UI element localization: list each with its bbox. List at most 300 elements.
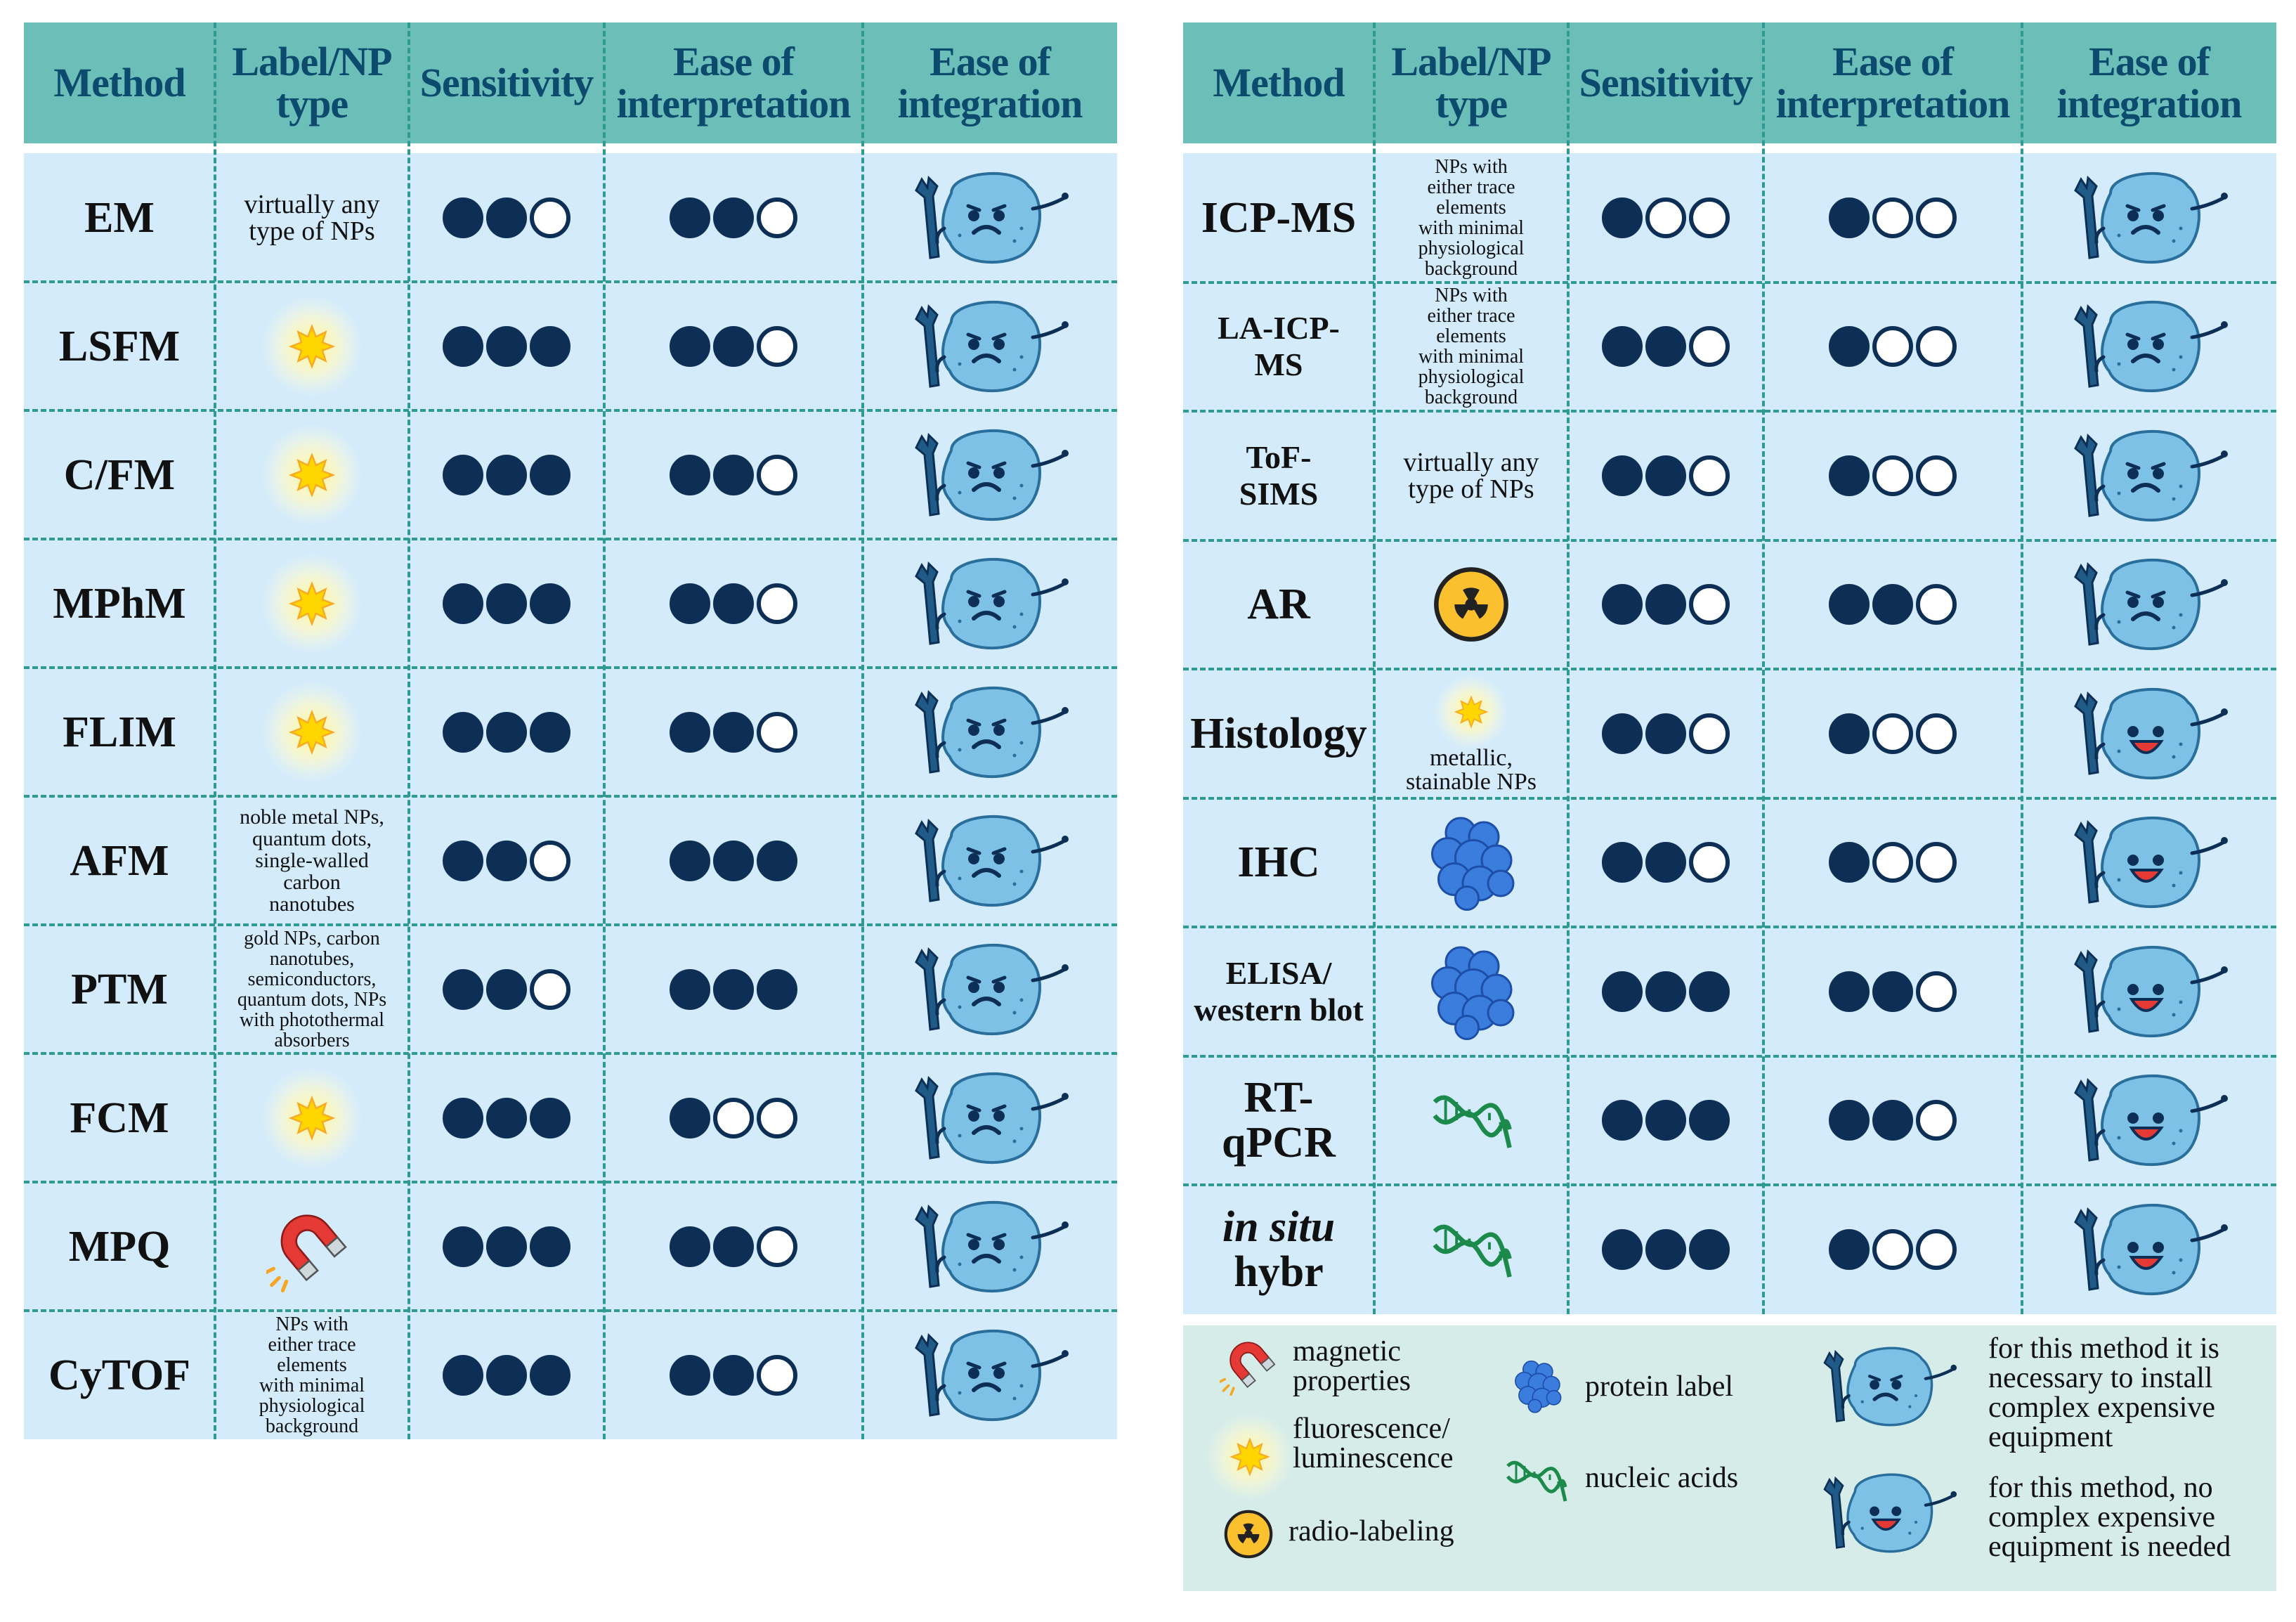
np-type-text: virtually any type of NPs bbox=[1403, 447, 1539, 504]
sensitivity-dot-filled bbox=[443, 1226, 483, 1267]
interpretation-dot-empty bbox=[757, 712, 797, 753]
interpretation-dot-filled bbox=[1829, 713, 1870, 754]
left-row-0-method-cell bbox=[24, 153, 215, 282]
interpretation-rating bbox=[670, 841, 797, 881]
sensitivity-dot-filled bbox=[486, 1355, 527, 1396]
sensitivity-dot-filled bbox=[1602, 326, 1643, 367]
right-row-3-interpretation-cell bbox=[1763, 540, 2022, 670]
left-row-4-method-cell bbox=[24, 668, 215, 796]
sensitivity-dot-filled bbox=[443, 969, 483, 1010]
interpretation-dot-filled bbox=[713, 455, 754, 495]
interpretation-rating bbox=[670, 455, 797, 495]
right-header-separator bbox=[1183, 146, 2276, 149]
sensitivity-dot-filled bbox=[1602, 584, 1643, 625]
method-name: AFM bbox=[70, 836, 169, 885]
left-row-4-label-cell bbox=[215, 668, 409, 796]
magnet-icon bbox=[266, 1201, 358, 1292]
legend-fluorescence-label: fluorescence/ luminescence bbox=[1293, 1413, 1454, 1474]
sensitivity-dot-filled bbox=[443, 841, 483, 881]
np-type-text: NPs with either trace elements with minimal physiological background bbox=[259, 1313, 365, 1437]
left-row-9-method-cell bbox=[24, 1311, 215, 1439]
right-row-2-method-cell bbox=[1183, 411, 1374, 540]
sensitivity-dot-filled bbox=[443, 583, 483, 624]
sensitivity-dot-filled bbox=[1602, 971, 1643, 1012]
interpretation-dot-filled bbox=[1829, 584, 1870, 625]
interpretation-dot-empty bbox=[1872, 842, 1913, 883]
sensitivity-dot-filled bbox=[1645, 971, 1686, 1012]
sensitivity-rating bbox=[443, 1098, 570, 1138]
interpretation-dot-empty bbox=[757, 197, 797, 238]
right-row-0-method-cell bbox=[1183, 153, 1374, 283]
sad-blob-wrench-icon bbox=[909, 1323, 1071, 1428]
left-row-7-interpretation-cell bbox=[604, 1053, 863, 1182]
np-type-text: noble metal NPs, quantum dots, single-walled carbon nanotubes bbox=[240, 805, 384, 916]
left-row-6-interpretation-cell bbox=[604, 925, 863, 1053]
sad-blob-wrench-icon bbox=[2068, 552, 2230, 657]
sensitivity-dot-empty bbox=[1689, 197, 1730, 238]
right-row-6-label-cell bbox=[1374, 927, 1568, 1056]
left-row-4-interpretation-cell bbox=[604, 668, 863, 796]
left-row-0-sensitivity-cell bbox=[409, 153, 604, 282]
interpretation-rating bbox=[1829, 455, 1957, 496]
left-row-5-interpretation-cell bbox=[604, 796, 863, 925]
dna-icon bbox=[1426, 1204, 1517, 1295]
right-row-3-method-cell bbox=[1183, 540, 1374, 670]
legend-magnetic-label: magnetic properties bbox=[1293, 1335, 1411, 1397]
left-row-9-label-cell bbox=[215, 1311, 409, 1439]
right-row-0-label-cell bbox=[1374, 153, 1568, 283]
left-row-7-label-cell bbox=[215, 1053, 409, 1182]
happy-blob-wrench-icon bbox=[2068, 1197, 2230, 1302]
left-header-integration: Ease of integration bbox=[897, 39, 1083, 126]
interpretation-dot-filled bbox=[1872, 1100, 1913, 1141]
interpretation-rating bbox=[1829, 1100, 1957, 1141]
sensitivity-dot-filled bbox=[1602, 1100, 1643, 1141]
sun-icon bbox=[1204, 1411, 1296, 1503]
interpretation-dot-empty bbox=[757, 1098, 797, 1138]
method-name: Histology bbox=[1190, 709, 1367, 758]
left-row-0-integration-cell bbox=[863, 153, 1117, 282]
left-header-label: Label/NP type bbox=[232, 39, 392, 126]
interpretation-dot-empty bbox=[1872, 1229, 1913, 1270]
sensitivity-rating bbox=[1602, 197, 1730, 238]
interpretation-rating bbox=[1829, 971, 1957, 1012]
interpretation-dot-filled bbox=[1829, 842, 1870, 883]
sensitivity-dot-filled bbox=[1645, 584, 1686, 625]
left-row-2-method-cell bbox=[24, 410, 215, 539]
interpretation-dot-filled bbox=[1829, 1229, 1870, 1270]
right-row-4-sensitivity-cell bbox=[1568, 669, 1763, 798]
sensitivity-rating bbox=[1602, 971, 1730, 1012]
dna-icon bbox=[1426, 1075, 1517, 1166]
sensitivity-dot-filled bbox=[530, 1226, 570, 1267]
left-table bbox=[24, 22, 1117, 1439]
sensitivity-rating bbox=[443, 455, 570, 495]
right-row-5-method-cell bbox=[1183, 798, 1374, 928]
sensitivity-dot-filled bbox=[443, 197, 483, 238]
sensitivity-dot-filled bbox=[1645, 713, 1686, 754]
sensitivity-rating bbox=[1602, 1229, 1730, 1270]
sensitivity-dot-filled bbox=[1645, 455, 1686, 496]
sensitivity-rating bbox=[1602, 1100, 1730, 1141]
interpretation-dot-empty bbox=[1916, 584, 1957, 625]
interpretation-dot-filled bbox=[713, 583, 754, 624]
sensitivity-rating bbox=[1602, 326, 1730, 367]
sensitivity-dot-empty bbox=[1689, 455, 1730, 496]
sad-blob-wrench-icon bbox=[909, 680, 1071, 785]
sensitivity-dot-filled bbox=[443, 1355, 483, 1396]
sad-blob-wrench-icon bbox=[909, 422, 1071, 528]
interpretation-rating bbox=[670, 1098, 797, 1138]
interpretation-dot-empty bbox=[1916, 197, 1957, 238]
right-row-8-label-cell bbox=[1374, 1185, 1568, 1314]
left-row-4-sensitivity-cell bbox=[409, 668, 604, 796]
sensitivity-rating bbox=[443, 1226, 570, 1267]
sad-blob-wrench-icon bbox=[909, 1065, 1071, 1171]
left-row-8-integration-cell bbox=[863, 1182, 1117, 1311]
np-type-text: virtually any type of NPs bbox=[244, 189, 380, 246]
interpretation-rating bbox=[1829, 1229, 1957, 1270]
sensitivity-rating bbox=[1602, 455, 1730, 496]
left-row-1-interpretation-cell bbox=[604, 282, 863, 410]
left-row-1-method-cell bbox=[24, 282, 215, 410]
interpretation-rating bbox=[1829, 842, 1957, 883]
left-row-1-sensitivity-cell bbox=[409, 282, 604, 410]
right-row-8-interpretation-cell bbox=[1763, 1185, 2022, 1314]
interpretation-dot-filled bbox=[1829, 197, 1870, 238]
sensitivity-dot-filled bbox=[486, 841, 527, 881]
sensitivity-dot-filled bbox=[1602, 197, 1643, 238]
left-row-2-label-cell bbox=[215, 410, 409, 539]
sensitivity-dot-filled bbox=[1645, 842, 1686, 883]
left-row-3-sensitivity-cell bbox=[409, 539, 604, 668]
sad-blob-wrench-icon bbox=[909, 294, 1071, 399]
sad-blob-wrench-icon bbox=[909, 808, 1071, 914]
sensitivity-dot-filled bbox=[1602, 1229, 1643, 1270]
interpretation-dot-filled bbox=[670, 197, 710, 238]
sensitivity-dot-filled bbox=[1645, 1229, 1686, 1270]
method-name: ELISA/ western blot bbox=[1194, 954, 1364, 1027]
sensitivity-dot-filled bbox=[530, 1098, 570, 1138]
right-row-6-interpretation-cell bbox=[1763, 927, 2022, 1056]
sensitivity-dot-empty bbox=[1645, 197, 1686, 238]
left-row-3-interpretation-cell bbox=[604, 539, 863, 668]
sensitivity-rating bbox=[443, 197, 570, 238]
interpretation-dot-filled bbox=[757, 841, 797, 881]
sensitivity-rating bbox=[443, 969, 570, 1010]
interpretation-dot-filled bbox=[713, 1355, 754, 1396]
interpretation-dot-filled bbox=[670, 841, 710, 881]
sensitivity-dot-filled bbox=[530, 455, 570, 495]
method-name: ICP-MS bbox=[1201, 193, 1357, 242]
left-row-7-integration-cell bbox=[863, 1053, 1117, 1182]
sad-blob-wrench-icon bbox=[909, 1194, 1071, 1299]
interpretation-dot-filled bbox=[713, 841, 754, 881]
interpretation-rating bbox=[670, 969, 797, 1010]
left-row-5-integration-cell bbox=[863, 796, 1117, 925]
legend-complex-mascot bbox=[1818, 1341, 1959, 1436]
interpretation-dot-filled bbox=[670, 1098, 710, 1138]
right-row-6-sensitivity-cell bbox=[1568, 927, 1763, 1056]
sensitivity-rating bbox=[1602, 713, 1730, 754]
sensitivity-rating bbox=[1602, 842, 1730, 883]
interpretation-dot-empty bbox=[1916, 1229, 1957, 1270]
right-row-5-interpretation-cell bbox=[1763, 798, 2022, 928]
sensitivity-dot-filled bbox=[1645, 1100, 1686, 1141]
legend-protein-label: protein label bbox=[1585, 1370, 1734, 1403]
sensitivity-dot-filled bbox=[486, 197, 527, 238]
right-row-4-interpretation-cell bbox=[1763, 669, 2022, 798]
sensitivity-dot-empty bbox=[1689, 584, 1730, 625]
method-name: MPQ bbox=[68, 1222, 171, 1271]
interpretation-dot-filled bbox=[1872, 584, 1913, 625]
interpretation-dot-filled bbox=[757, 969, 797, 1010]
sun-icon bbox=[259, 422, 365, 528]
right-row-7-label-cell bbox=[1374, 1056, 1568, 1186]
method-name: ToF- SIMS bbox=[1239, 439, 1319, 512]
left-row-8-method-cell bbox=[24, 1182, 215, 1311]
interpretation-rating bbox=[1829, 326, 1957, 367]
right-row-0-sensitivity-cell bbox=[1568, 153, 1763, 283]
method-name: LA-ICP- MS bbox=[1218, 310, 1340, 383]
sensitivity-dot-filled bbox=[443, 712, 483, 753]
left-row-8-sensitivity-cell bbox=[409, 1182, 604, 1311]
interpretation-rating bbox=[670, 1355, 797, 1396]
right-header-method: Method bbox=[1213, 60, 1345, 105]
right-row-0-integration-cell bbox=[2022, 153, 2276, 283]
interpretation-dot-empty bbox=[713, 1098, 754, 1138]
right-row-3-sensitivity-cell bbox=[1568, 540, 1763, 670]
sensitivity-dot-filled bbox=[1645, 326, 1686, 367]
legend-complex-label: for this method it is necessary to install complex expensive equipment bbox=[1988, 1332, 2219, 1453]
right-row-8-method-cell bbox=[1183, 1185, 1374, 1314]
left-row-3-method-cell bbox=[24, 539, 215, 668]
method-name: LSFM bbox=[58, 322, 181, 370]
sensitivity-rating bbox=[443, 583, 570, 624]
interpretation-dot-filled bbox=[1829, 455, 1870, 496]
sensitivity-dot-filled bbox=[530, 326, 570, 367]
sensitivity-rating bbox=[443, 1355, 570, 1396]
interpretation-dot-filled bbox=[1872, 971, 1913, 1012]
left-header-interpretation: Ease of interpretation bbox=[616, 39, 851, 126]
interpretation-rating bbox=[670, 1226, 797, 1267]
right-row-1-interpretation-cell bbox=[1763, 283, 2022, 412]
right-row-5-label-cell bbox=[1374, 798, 1568, 928]
interpretation-dot-filled bbox=[670, 712, 710, 753]
method-name: FCM bbox=[70, 1094, 169, 1142]
interpretation-dot-empty bbox=[1872, 326, 1913, 367]
right-row-7-interpretation-cell bbox=[1763, 1056, 2022, 1186]
left-row-8-interpretation-cell bbox=[604, 1182, 863, 1311]
sad-blob-wrench-icon bbox=[2068, 423, 2230, 528]
method-name: EM bbox=[84, 193, 155, 242]
left-row-9-interpretation-cell bbox=[604, 1311, 863, 1439]
sensitivity-rating bbox=[443, 712, 570, 753]
happy-blob-wrench-icon bbox=[2068, 1068, 2230, 1173]
sad-blob-wrench-icon bbox=[909, 937, 1071, 1042]
right-row-8-sensitivity-cell bbox=[1568, 1185, 1763, 1314]
interpretation-rating bbox=[670, 583, 797, 624]
interpretation-dot-filled bbox=[713, 1226, 754, 1267]
right-row-1-label-cell bbox=[1374, 283, 1568, 412]
left-header-method: Method bbox=[53, 60, 185, 105]
left-row-1-integration-cell bbox=[863, 282, 1117, 410]
right-row-7-method-cell bbox=[1183, 1056, 1374, 1186]
left-header-separator bbox=[24, 146, 1117, 149]
right-row-0-interpretation-cell bbox=[1763, 153, 2022, 283]
sensitivity-dot-empty bbox=[530, 841, 570, 881]
sensitivity-dot-empty bbox=[1689, 842, 1730, 883]
right-row-5-sensitivity-cell bbox=[1568, 798, 1763, 928]
sensitivity-dot-filled bbox=[1602, 713, 1643, 754]
sensitivity-dot-filled bbox=[486, 712, 527, 753]
sensitivity-dot-empty bbox=[1689, 326, 1730, 367]
sad-blob-wrench-icon bbox=[1818, 1341, 1959, 1432]
sad-blob-wrench-icon bbox=[909, 165, 1071, 271]
interpretation-dot-filled bbox=[670, 326, 710, 367]
interpretation-dot-empty bbox=[1916, 1100, 1957, 1141]
sensitivity-dot-filled bbox=[530, 583, 570, 624]
interpretation-dot-filled bbox=[670, 455, 710, 495]
interpretation-dot-filled bbox=[670, 969, 710, 1010]
sad-blob-wrench-icon bbox=[2068, 294, 2230, 399]
sensitivity-dot-filled bbox=[486, 969, 527, 1010]
left-row-3-integration-cell bbox=[863, 539, 1117, 668]
interpretation-dot-filled bbox=[713, 969, 754, 1010]
legend-simple-mascot bbox=[1818, 1467, 1959, 1562]
right-row-6-integration-cell bbox=[2022, 927, 2276, 1056]
right-row-2-sensitivity-cell bbox=[1568, 411, 1763, 540]
sensitivity-dot-filled bbox=[1689, 1100, 1730, 1141]
method-name: CyTOF bbox=[48, 1351, 191, 1399]
radiation-icon bbox=[1433, 566, 1509, 642]
sensitivity-dot-filled bbox=[1689, 971, 1730, 1012]
legend-simple-label: for this method, no complex expensive equipment is needed bbox=[1988, 1472, 2231, 1563]
protein-icon bbox=[1418, 810, 1524, 915]
left-row-6-sensitivity-cell bbox=[409, 925, 604, 1053]
sensitivity-dot-filled bbox=[1602, 842, 1643, 883]
np-type-text: gold NPs, carbon nanotubes, semiconductors, quantum dots, NPs with photothermal absorbers bbox=[237, 927, 387, 1051]
interpretation-dot-filled bbox=[670, 583, 710, 624]
left-row-6-integration-cell bbox=[863, 925, 1117, 1053]
sensitivity-dot-filled bbox=[443, 455, 483, 495]
left-row-9-integration-cell bbox=[863, 1311, 1117, 1439]
interpretation-dot-empty bbox=[1916, 326, 1957, 367]
sensitivity-dot-filled bbox=[443, 326, 483, 367]
protein-icon bbox=[1418, 939, 1524, 1044]
method-name: FLIM bbox=[63, 708, 176, 756]
sun-icon bbox=[259, 294, 365, 399]
right-row-4-integration-cell bbox=[2022, 669, 2276, 798]
left-row-0-interpretation-cell bbox=[604, 153, 863, 282]
method-name: PTM bbox=[71, 965, 168, 1013]
right-header-integration: Ease of integration bbox=[2056, 39, 2242, 126]
interpretation-dot-filled bbox=[713, 712, 754, 753]
sun-icon bbox=[259, 551, 365, 656]
interpretation-dot-empty bbox=[1872, 713, 1913, 754]
interpretation-dot-empty bbox=[1916, 842, 1957, 883]
happy-blob-wrench-icon bbox=[1818, 1467, 1959, 1559]
right-header-label: Label/NP type bbox=[1391, 39, 1551, 126]
interpretation-dot-empty bbox=[757, 1355, 797, 1396]
np-type-text: NPs with either trace elements with minimal physiological background bbox=[1418, 155, 1525, 280]
left-row-5-sensitivity-cell bbox=[409, 796, 604, 925]
interpretation-dot-filled bbox=[1829, 1100, 1870, 1141]
right-row-6-method-cell bbox=[1183, 927, 1374, 1056]
right-header-interpretation: Ease of interpretation bbox=[1775, 39, 2010, 126]
interpretation-dot-filled bbox=[1829, 326, 1870, 367]
left-row-7-method-cell bbox=[24, 1053, 215, 1182]
right-header-sensitivity: Sensitivity bbox=[1579, 60, 1753, 105]
left-row-8-label-cell bbox=[215, 1182, 409, 1311]
left-row-2-interpretation-cell bbox=[604, 410, 863, 539]
right-row-2-integration-cell bbox=[2022, 411, 2276, 540]
legend-nucleic-label: nucleic acids bbox=[1585, 1462, 1739, 1494]
left-row-9-sensitivity-cell bbox=[409, 1311, 604, 1439]
sad-blob-wrench-icon bbox=[909, 551, 1071, 656]
interpretation-dot-empty bbox=[1916, 455, 1957, 496]
left-row-5-method-cell bbox=[24, 796, 215, 925]
sensitivity-dot-filled bbox=[486, 583, 527, 624]
right-row-3-label-cell bbox=[1374, 540, 1568, 670]
interpretation-dot-filled bbox=[670, 1226, 710, 1267]
interpretation-dot-filled bbox=[713, 197, 754, 238]
sensitivity-rating bbox=[443, 841, 570, 881]
np-type-text: metallic, stainable NPs bbox=[1405, 744, 1537, 795]
sensitivity-dot-filled bbox=[486, 326, 527, 367]
left-row-2-integration-cell bbox=[863, 410, 1117, 539]
right-row-5-integration-cell bbox=[2022, 798, 2276, 928]
left-row-3-label-cell bbox=[215, 539, 409, 668]
method-name: C/FM bbox=[63, 450, 176, 499]
magnet-icon bbox=[1220, 1332, 1283, 1396]
interpretation-dot-empty bbox=[757, 583, 797, 624]
interpretation-dot-empty bbox=[757, 1226, 797, 1267]
sad-blob-wrench-icon bbox=[2068, 165, 2230, 271]
interpretation-rating bbox=[1829, 713, 1957, 754]
method-name: AR bbox=[1247, 580, 1310, 629]
sun-icon bbox=[259, 1065, 365, 1171]
interpretation-dot-empty bbox=[757, 326, 797, 367]
left-row-6-label-cell bbox=[215, 925, 409, 1053]
interpretation-dot-filled bbox=[713, 326, 754, 367]
sensitivity-dot-empty bbox=[1689, 713, 1730, 754]
left-row-0-label-cell bbox=[215, 153, 409, 282]
right-row-3-integration-cell bbox=[2022, 540, 2276, 670]
sensitivity-rating bbox=[443, 326, 570, 367]
interpretation-dot-empty bbox=[757, 455, 797, 495]
sensitivity-dot-filled bbox=[530, 712, 570, 753]
right-row-2-interpretation-cell bbox=[1763, 411, 2022, 540]
interpretation-dot-empty bbox=[1916, 971, 1957, 1012]
interpretation-rating bbox=[1829, 584, 1957, 625]
interpretation-dot-empty bbox=[1872, 197, 1913, 238]
sun-icon bbox=[259, 680, 365, 785]
interpretation-rating bbox=[670, 197, 797, 238]
left-row-4-integration-cell bbox=[863, 668, 1117, 796]
right-row-7-sensitivity-cell bbox=[1568, 1056, 1763, 1186]
right-row-4-label-cell bbox=[1374, 669, 1568, 798]
right-row-8-integration-cell bbox=[2022, 1185, 2276, 1314]
left-header-sensitivity: Sensitivity bbox=[419, 60, 594, 105]
happy-blob-wrench-icon bbox=[2068, 810, 2230, 915]
happy-blob-wrench-icon bbox=[2068, 681, 2230, 786]
np-type-text: NPs with either trace elements with minimal physiological background bbox=[1418, 285, 1525, 409]
interpretation-rating bbox=[670, 712, 797, 753]
sensitivity-rating bbox=[1602, 584, 1730, 625]
method-name: RT- qPCR bbox=[1222, 1074, 1336, 1167]
dna-icon bbox=[1501, 1445, 1571, 1515]
